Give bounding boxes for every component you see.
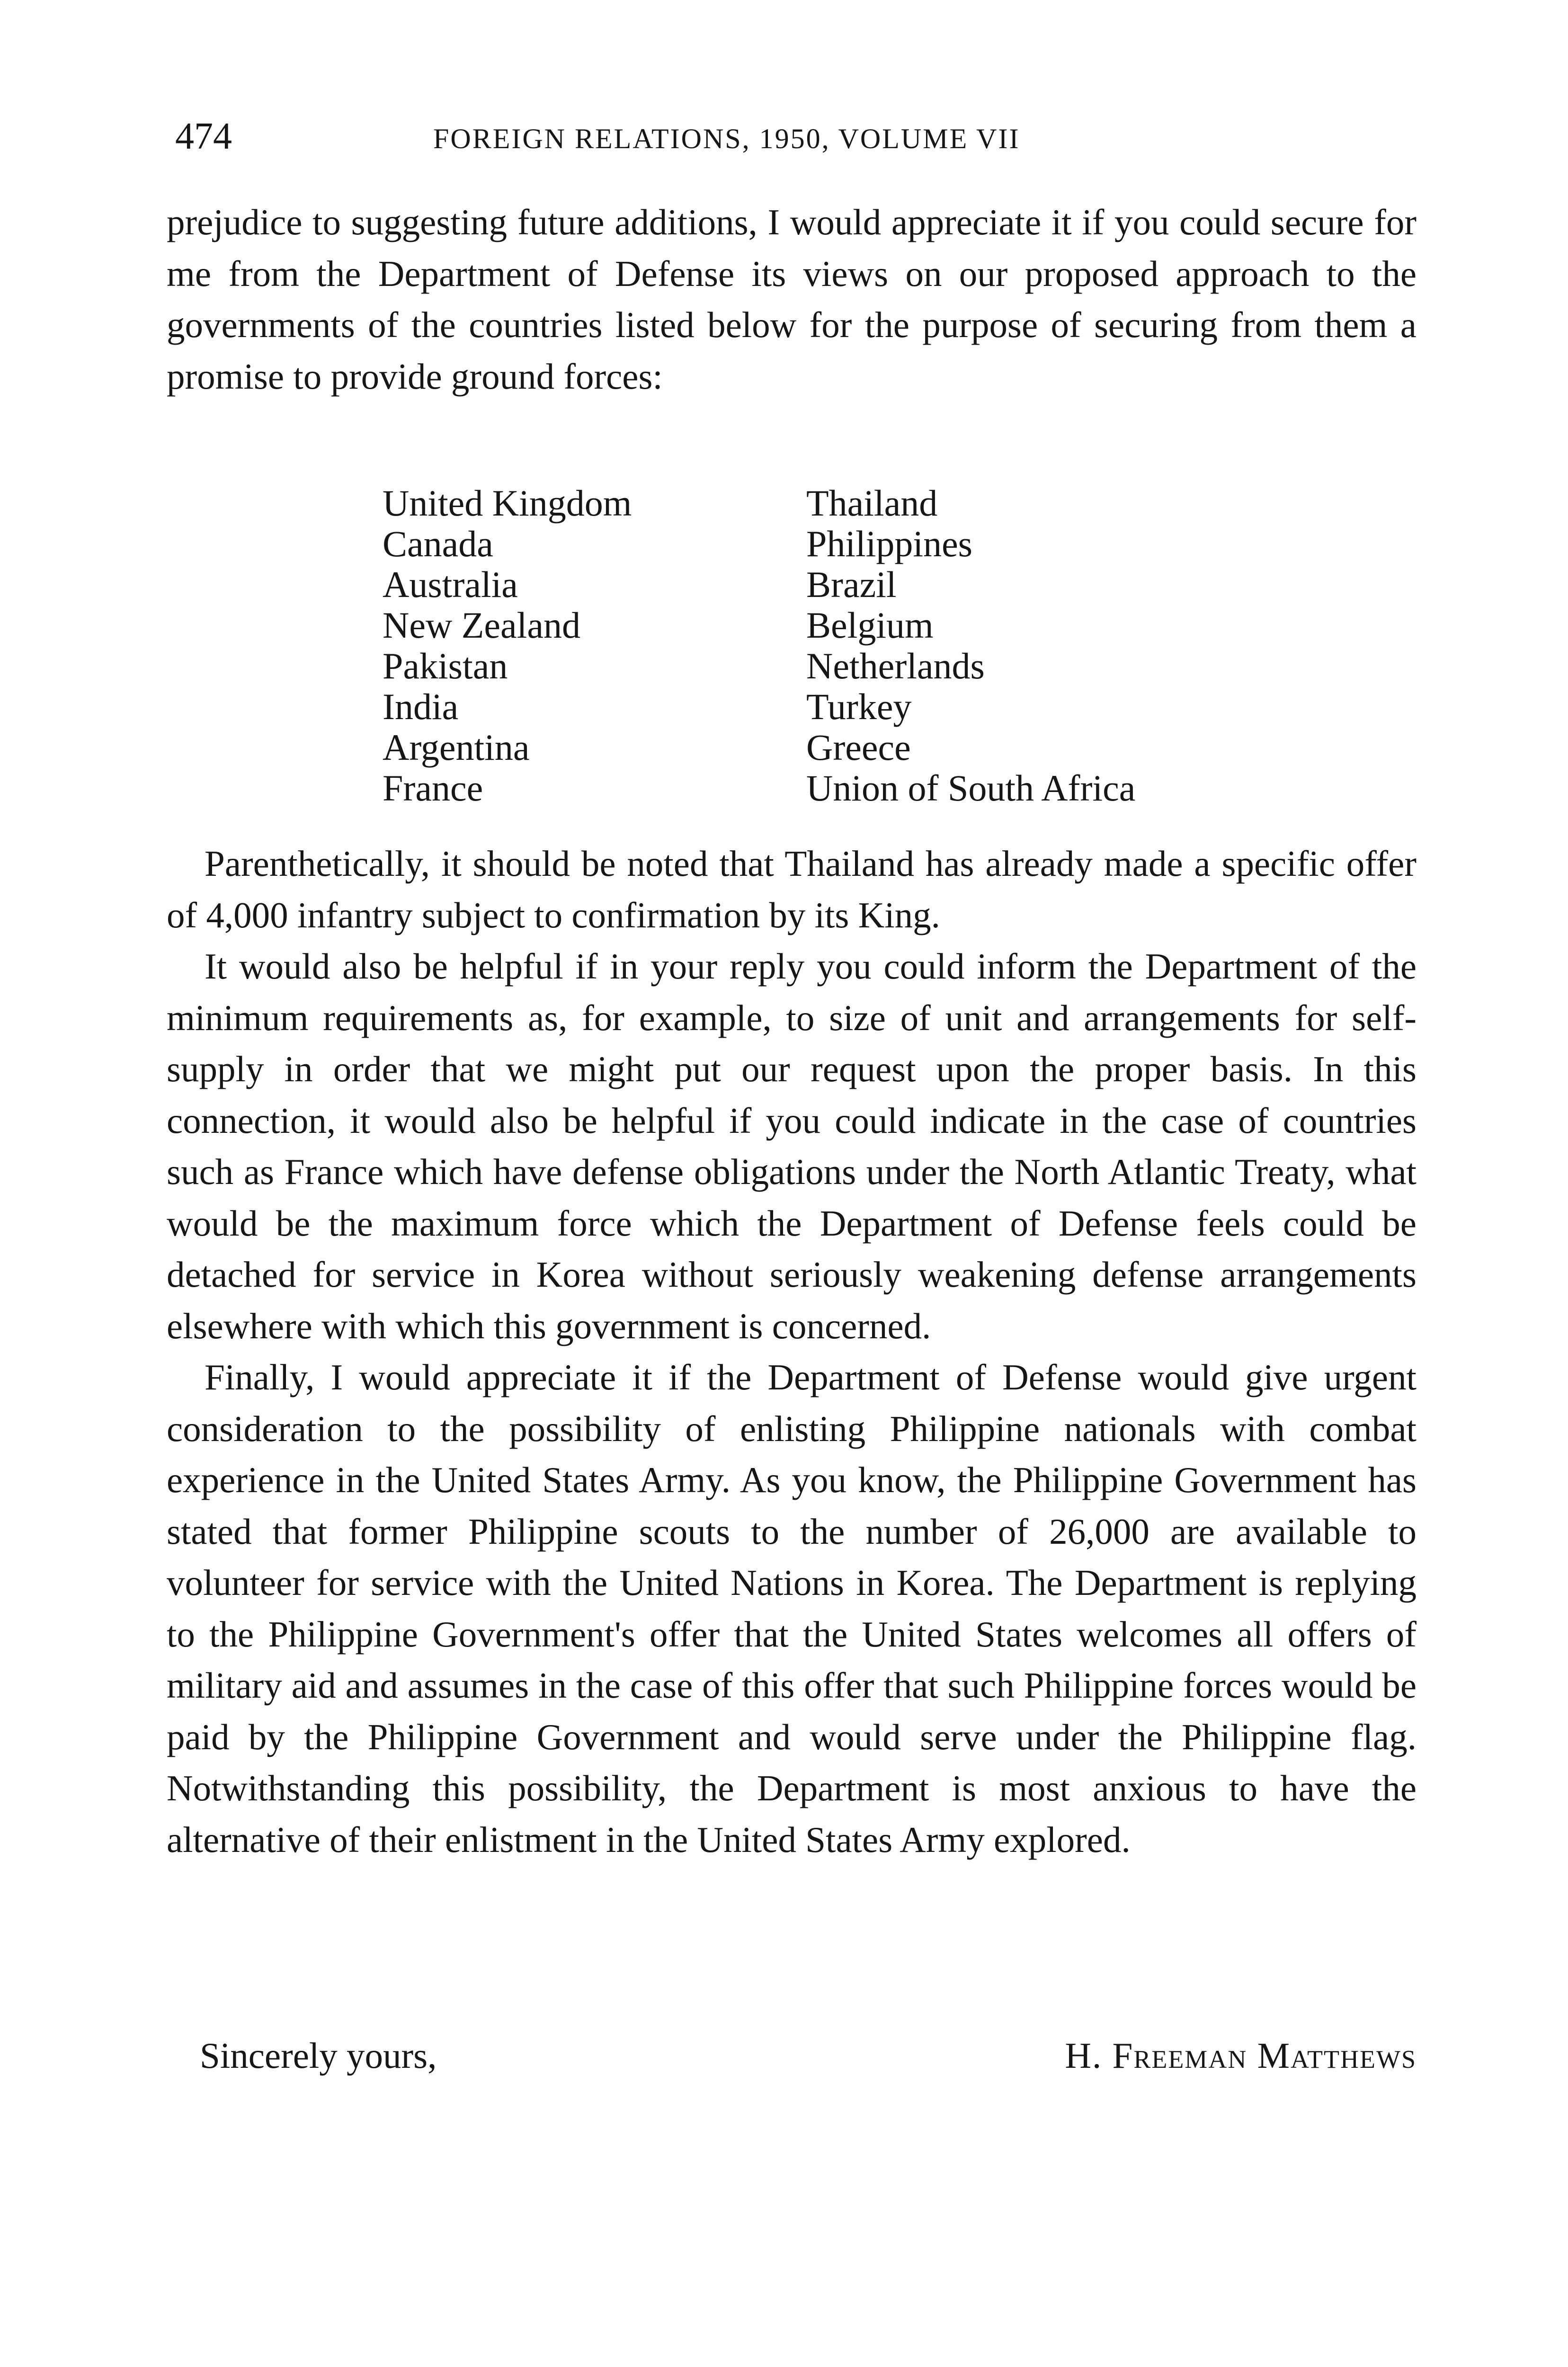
country-column-right	[806, 483, 1135, 809]
country-item: Brazil	[806, 564, 897, 605]
country-item: India	[383, 686, 459, 727]
letter-closing	[167, 2030, 1417, 2082]
country-item: United Kingdom	[383, 482, 632, 524]
country-item: Pakistan	[383, 645, 508, 686]
country-item: Philippines	[806, 523, 973, 564]
signature: H. Freeman Matthews	[1065, 2035, 1417, 2076]
country-item: Canada	[383, 523, 493, 564]
paragraph-philippine-nationals: Finally, I would appreciate it if the Department of Defense would give urgent consideration to the possibility of enlisting Philippine nationals with combat experience in the United States Army. As you know, the Philippine Government has stated that former Philippine scouts to the number of 26,000 are available to volunteer for service with the United Nations in Korea. The Department is replying to the Philippine Government's offer that the United States welcomes all offers of military aid and assumes in the case of this offer that such Philippine forces would be paid by the Philippine Government and would serve under the Philippine flag. Notwithstanding this possibility, the Department is most anxious to have the alternative of their enlistment in the United States Army explored.	[167, 1357, 1417, 1860]
country-item: Australia	[383, 564, 518, 605]
country-item: Thailand	[806, 482, 938, 524]
salutation: Sincerely yours,	[200, 2035, 437, 2076]
country-list	[383, 483, 1329, 814]
country-item: Greece	[806, 727, 911, 768]
country-item: Union of South Africa	[806, 767, 1136, 809]
running-head: FOREIGN RELATIONS, 1950, VOLUME VII	[433, 123, 1020, 154]
paragraph-thailand-offer: Parenthetically, it should be noted that Thailand has already made a specific offer of 4,000 infantry subject to confirmation by its King.	[167, 843, 1417, 935]
country-item: France	[383, 767, 483, 809]
country-item: Netherlands	[806, 645, 985, 686]
country-item: Argentina	[383, 727, 530, 768]
country-item: Belgium	[806, 605, 934, 646]
body-text-main	[167, 838, 1417, 1865]
country-column-left	[383, 483, 632, 809]
country-item: New Zealand	[383, 605, 580, 646]
paragraph-minimum-requirements: It would also be helpful if in your reply you could inform the Department of the minimum requirements as, for example, to size of unit and arrangements for self-supply in order that we might put our request upon the proper basis. In this connection, it would also be helpful if you could indicate in the case of countries such as France which have defense obligations under the North Atlantic Treaty, what would be the maximum force which the Department of Defense feels could be detached for service in Korea without seriously weakening defense arrangements elsewhere with which this government is concerned.	[167, 946, 1417, 1346]
paragraph-intro: prejudice to suggesting future additions, I would appreciate it if you could secure for me from the Department of Defense its views on our proposed approach to the governments of the countries listed below for the purpose of securing from them a promise to provide ground forces:	[167, 202, 1417, 397]
page-number: 474	[175, 116, 232, 157]
page-header	[170, 113, 1420, 160]
country-item: Turkey	[806, 686, 912, 727]
body-text-top	[167, 196, 1417, 402]
